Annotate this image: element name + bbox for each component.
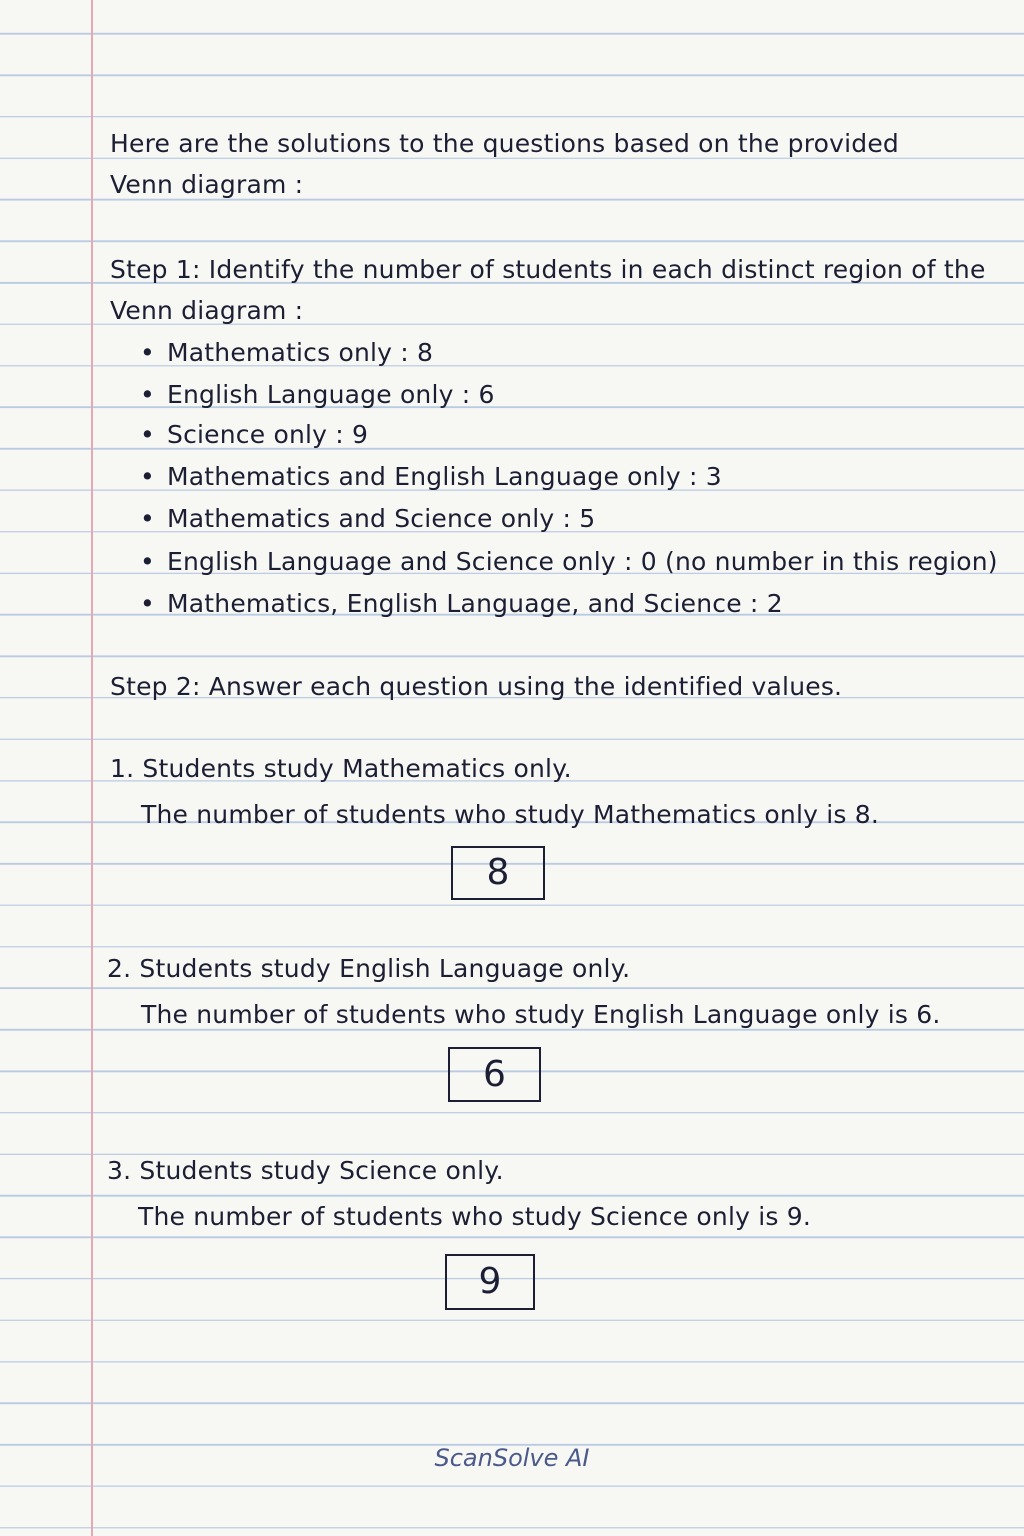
region-item: Mathematics only : 8 xyxy=(167,338,434,367)
answer-value: 6 xyxy=(483,1053,506,1095)
region-item: Mathematics and English Language only : 3 xyxy=(167,462,722,491)
question-explanation: The number of students who study Mathematics only is 8. xyxy=(141,800,880,829)
bullet-marker: • xyxy=(140,462,155,491)
step1-line-1: Step 1: Identify the number of students in each distinct region of the xyxy=(110,255,986,284)
answer-box xyxy=(448,1047,541,1102)
bullet-marker: • xyxy=(140,338,155,367)
answer-value: 8 xyxy=(486,852,510,893)
intro-line-2: Venn diagram : xyxy=(110,170,304,199)
bullet-marker: • xyxy=(140,504,155,533)
question-explanation: The number of students who study Science only is 9. xyxy=(138,1202,812,1231)
bullet-marker: • xyxy=(140,589,155,618)
intro-line-1: Here are the solutions to the questions based on the provided xyxy=(110,129,899,158)
region-item: Science only : 9 xyxy=(167,420,369,449)
bullet-marker: • xyxy=(140,380,155,409)
footer-brand: ScanSolve AI xyxy=(434,1444,590,1472)
answer-value: 9 xyxy=(478,1261,502,1302)
question-title: 2. Students study English Language only. xyxy=(107,954,631,983)
step1-line-2: Venn diagram : xyxy=(110,296,304,325)
question-explanation: The number of students who study English Language only is 6. xyxy=(141,1000,941,1029)
question-title: 3. Students study Science only. xyxy=(107,1156,504,1185)
question-title: 1. Students study Mathematics only. xyxy=(110,754,572,783)
answer-box xyxy=(445,1254,535,1310)
region-item: English Language and Science only : 0 (no number in this region) xyxy=(167,547,998,576)
bullet-marker: • xyxy=(140,420,155,449)
bullet-marker: • xyxy=(140,547,155,576)
answer-box xyxy=(451,846,545,900)
step2-heading: Step 2: Answer each question using the identified values. xyxy=(110,672,843,701)
region-item: English Language only : 6 xyxy=(167,380,495,409)
region-item: Mathematics and Science only : 5 xyxy=(167,504,596,533)
region-item: Mathematics, English Language, and Science : 2 xyxy=(167,589,783,618)
